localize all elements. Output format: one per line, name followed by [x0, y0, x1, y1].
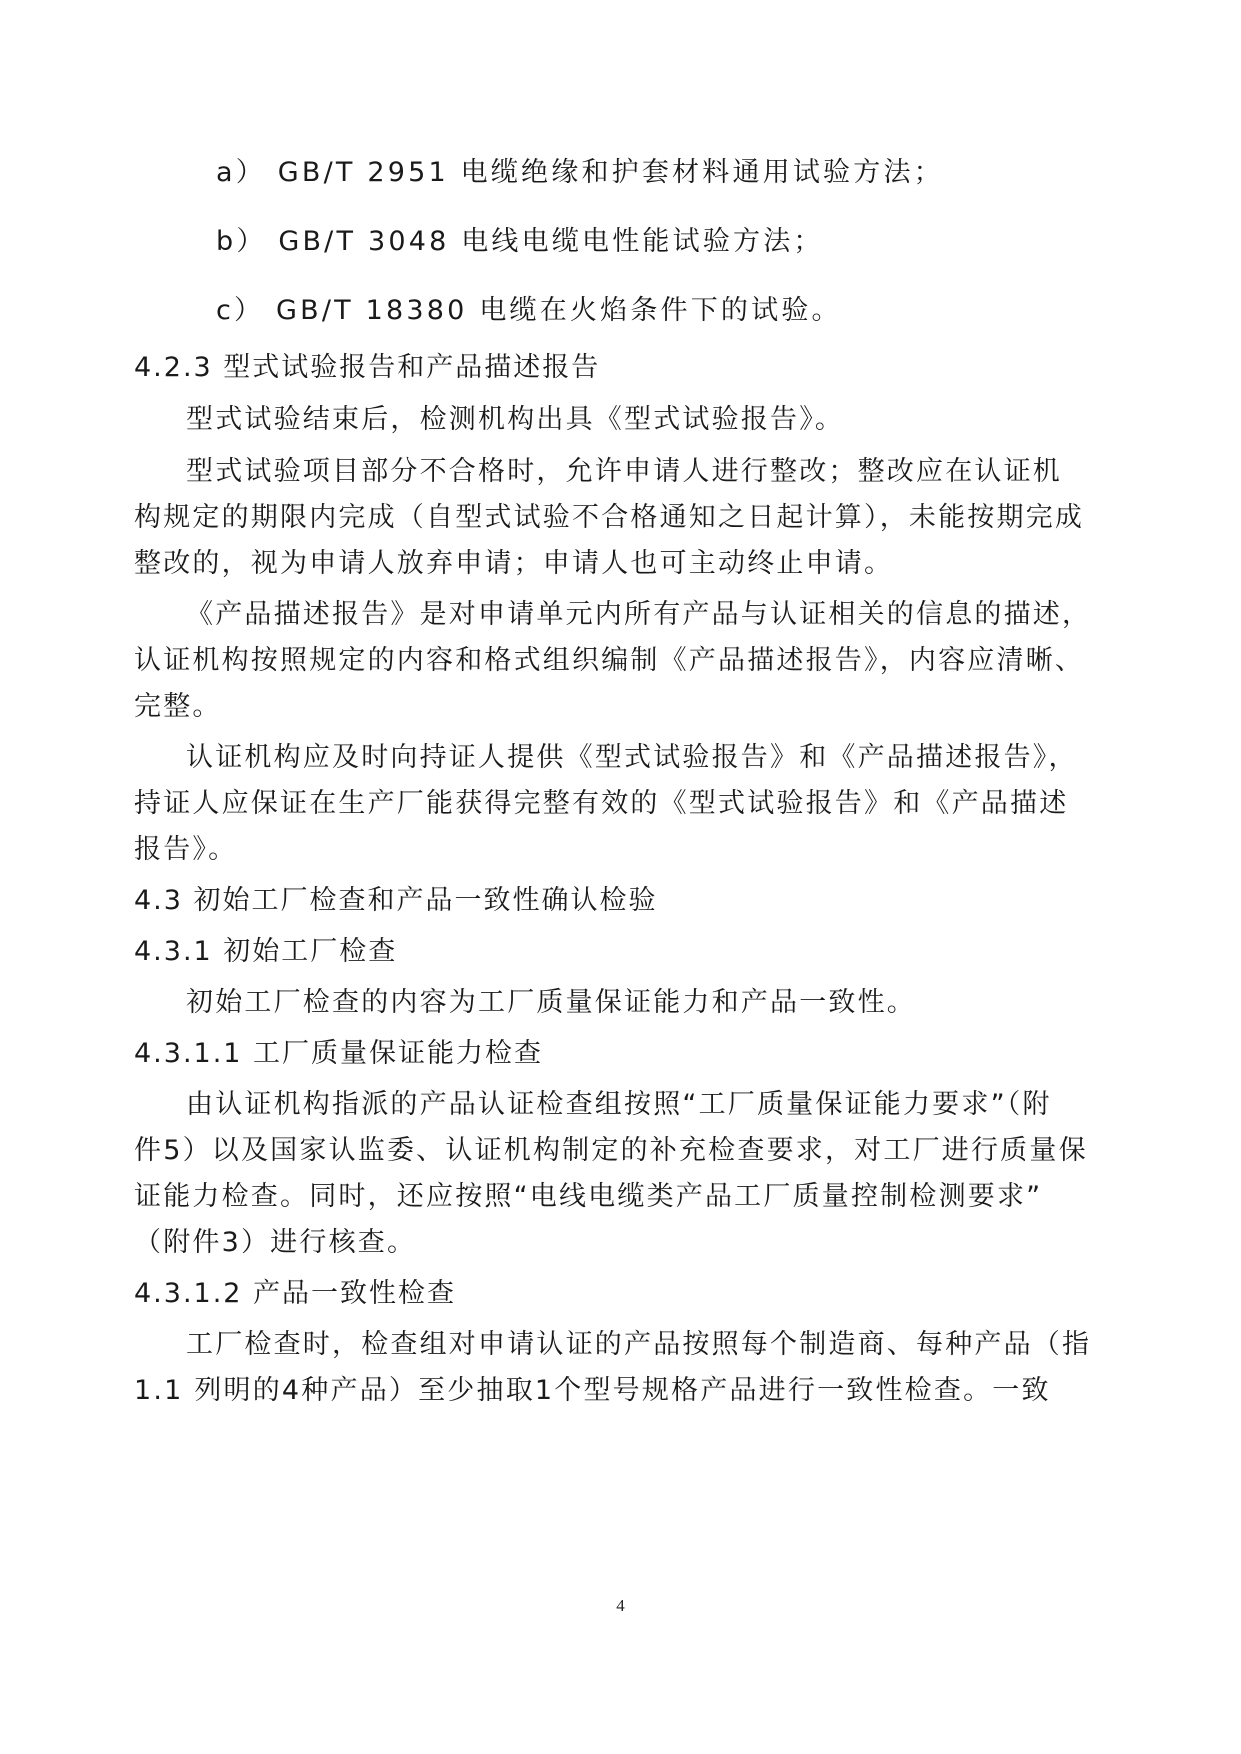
paragraph-line: 整改的，视为申请人放弃申请；申请人也可主动终止申请。	[134, 548, 894, 579]
section-heading-4-3-1: 4.3.1 初始工厂检查	[134, 936, 398, 967]
paragraph-line: 构规定的期限内完成（自型式试验不合格通知之日起计算），未能按期完成	[134, 502, 1085, 533]
paragraph-line: 认证机构应及时向持证人提供《型式试验报告》和《产品描述报告》，	[186, 742, 1078, 773]
paragraph-line: 持证人应保证在生产厂能获得完整有效的《型式试验报告》和《产品描述	[134, 788, 1069, 819]
paragraph-line: 认证机构按照规定的内容和格式组织编制《产品描述报告》，内容应清晰、	[134, 645, 1085, 676]
section-heading-4-3-1-2: 4.3.1.2 产品一致性检查	[134, 1278, 457, 1309]
list-item-c: c） GB/T 18380 电缆在火焰条件下的试验。	[216, 295, 842, 326]
list-item-a: a） GB/T 2951 电缆绝缘和护套材料通用试验方法；	[216, 157, 944, 188]
paragraph-line: 工厂检查时，检查组对申请认证的产品按照每个制造商、每种产品（指	[186, 1329, 1092, 1360]
list-item-b: b） GB/T 3048 电线电缆电性能试验方法；	[216, 226, 824, 257]
page-number: 4	[616, 1596, 625, 1615]
paragraph-line: 报告》。	[134, 834, 238, 865]
paragraph-line: （附件3）进行核查。	[134, 1227, 417, 1258]
paragraph-line: 1.1 列明的4种产品）至少抽取1个型号规格产品进行一致性检查。一致	[134, 1375, 1051, 1406]
section-heading-4-2-3: 4.2.3 型式试验报告和产品描述报告	[134, 352, 601, 383]
paragraph-line: 型式试验项目部分不合格时，允许申请人进行整改；整改应在认证机	[186, 456, 1062, 487]
paragraph-line: 初始工厂检查的内容为工厂质量保证能力和产品一致性。	[186, 987, 916, 1018]
section-heading-4-3-1-1: 4.3.1.1 工厂质量保证能力检查	[134, 1038, 544, 1069]
section-heading-4-3: 4.3 初始工厂检查和产品一致性确认检验	[134, 885, 658, 916]
paragraph-line: 完整。	[134, 691, 222, 722]
paragraph-line: 型式试验结束后，检测机构出具《型式试验报告》。	[186, 404, 845, 435]
paragraph-line: 件5）以及国家认监委、认证机构制定的补充检查要求，对工厂进行质量保	[134, 1135, 1088, 1166]
paragraph-line: 《产品描述报告》是对申请单元内所有产品与认证相关的信息的描述，	[186, 599, 1092, 630]
paragraph-line: 证能力检查。同时，还应按照“电线电缆类产品工厂质量控制检测要求”	[134, 1181, 1043, 1212]
paragraph-line: 由认证机构指派的产品认证检查组按照“工厂质量保证能力要求”（附	[186, 1089, 1052, 1120]
